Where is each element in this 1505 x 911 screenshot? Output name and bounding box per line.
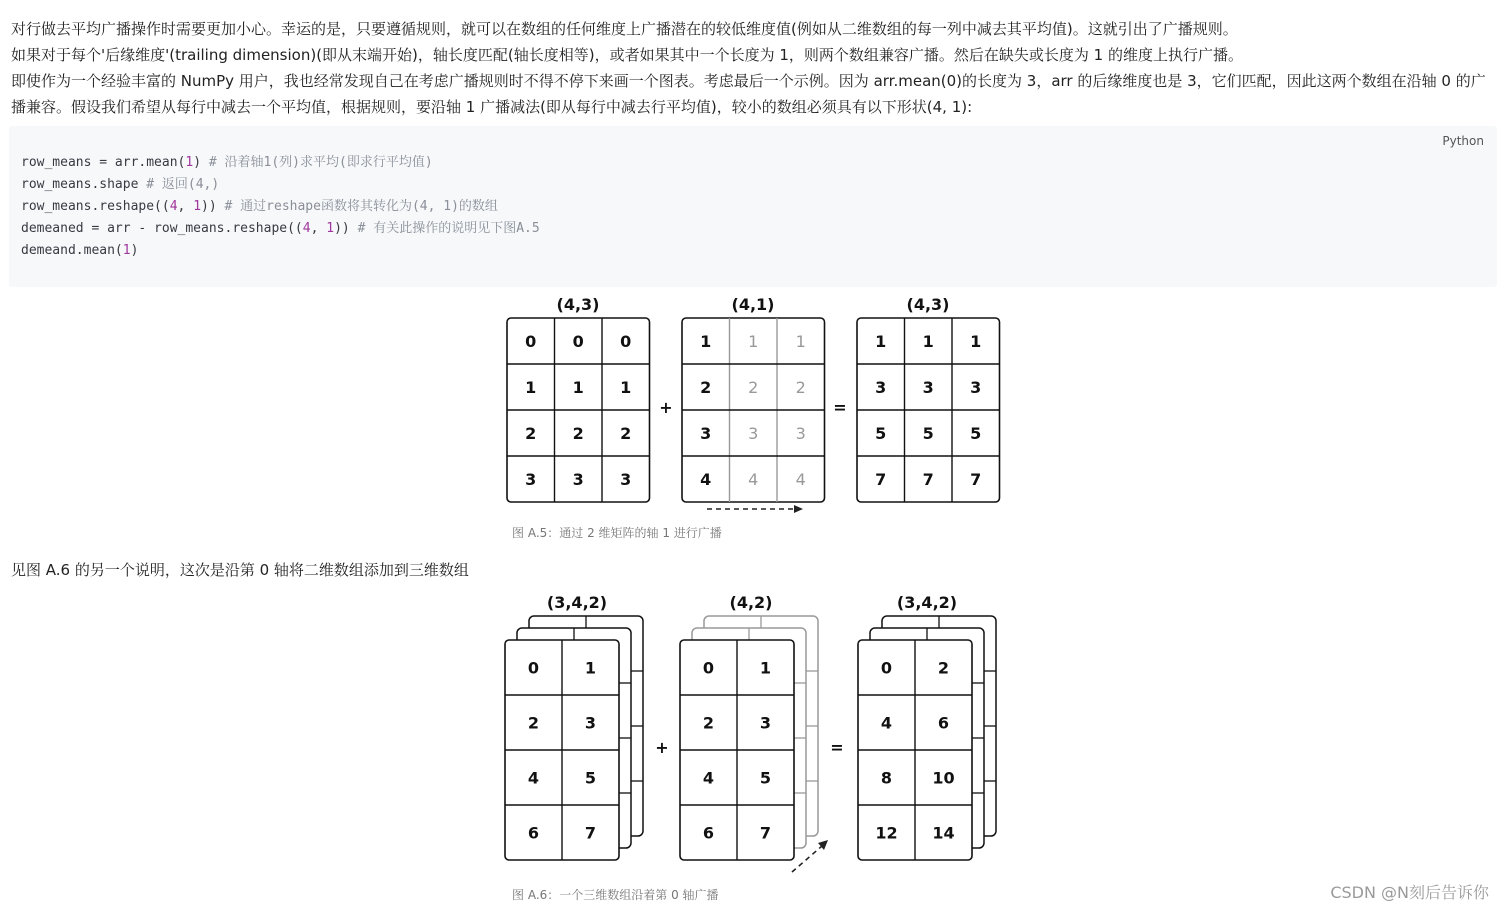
matrix-cell-value: 4 [748,470,759,489]
matrix-cell-value: 1 [572,378,584,397]
matrix-cell-value: 5 [970,424,982,443]
matrix-cell-value: 3 [922,378,934,397]
matrix-cell-value: 3 [620,470,632,489]
code-token: row_means.reshape(( [21,199,170,214]
code-language-label: Python [1442,134,1484,148]
code-number: 4 [169,199,178,214]
matrix-cell-value: 1 [584,658,597,678]
matrix-cell-value: 7 [584,823,597,843]
matrix-cell-value: 1 [700,332,712,351]
code-number: 1 [185,155,194,170]
code-token: ) [130,243,139,258]
matrix-cell-value: 3 [572,470,584,489]
matrix-cell-value: 4 [795,470,806,489]
a6-left-shape-label: (3,4,2) [546,593,608,612]
matrix-cell-value: 2 [525,424,537,443]
matrix-cell-value: 3 [875,378,887,397]
a5-equals-sign: = [833,398,847,417]
code-number: 4 [302,221,311,236]
a5-right-matrix [857,318,1000,502]
matrix-cell-value: 5 [759,768,772,788]
a5-left-matrix [507,318,650,502]
code-line [21,218,540,240]
a5-mid-matrix [682,318,825,502]
matrix-cell-value: 0 [527,658,540,678]
matrix-cell-value: 0 [880,658,893,678]
code-number: 1 [326,221,335,236]
paragraph-broadcast-intro: 对行做去平均广播操作时需要更加小心。幸运的是，只要遵循规则，就可以在数组的任何维度上广播潜在的较低维度值(例如从二维数组的每一列中减去其平均值)。这就引出了广播规则。 [11,20,1238,38]
matrix-cell-value: 1 [875,332,887,351]
matrix-cell-value: 0 [620,332,632,351]
matrix-cell-value: 14 [932,823,955,843]
matrix-cell-value: 2 [795,378,806,397]
figure-a5 [500,290,1010,519]
paragraph-broadcast-example: 即使作为一个经验丰富的 NumPy 用户，我也经常发现自己在考虑广播规则时不得不停下来画一个图表。考虑最后一个示例。因为 arr.mean(0)的长度为 3，arr 的后缘维度也是 3，它们匹配，因此这两个数组在沿轴 0 的广播兼容。假设我们希望从每行中减去一个平均值，根据规则，要沿轴 1 广播减法(即从每行中减去行平均值)，较小的数组必须具有以下形状(4, 1): [11,72,1486,116]
a5-right-shape-label: (4,3) [906,295,950,314]
figure-a6-diagram [500,588,1010,880]
matrix-cell-value: 6 [937,713,950,733]
a6-plus-sign: + [655,738,669,757]
matrix-cell-value: 3 [759,713,772,733]
a5-broadcast-arrow [707,505,803,513]
matrix-cell-value: 3 [584,713,597,733]
figure-a6-caption: 图 A.6：一个三维数组沿着第 0 轴广播 [512,888,719,902]
matrix-cell-value: 0 [525,332,537,351]
matrix-cell-value: 4 [527,768,540,788]
paragraph-broadcast-rule: 如果对于每个'后缘维度'(trailing dimension)(即从末端开始)，轴长度匹配(轴长度相等)，或者如果其中一个长度为 1，则两个数组兼容广播。然后在缺失或长度为 1 的维度上执行广播。 [11,46,1243,64]
matrix-cell-value: 6 [702,823,715,843]
code-token: )) [334,221,358,236]
matrix-cell-value: 1 [748,332,759,351]
matrix-cell-value: 2 [700,378,712,397]
matrix-cell-value: 4 [700,470,712,489]
a6-right-shape-label: (3,4,2) [896,593,958,612]
figure-a6 [500,588,1010,884]
matrix-cell-value: 1 [922,332,934,351]
code-number: 1 [122,243,131,258]
code-line [21,196,540,218]
code-token: demeaned = arr - row_means.reshape(( [21,221,303,236]
code-token: demeand.mean( [21,243,123,258]
code-comment: # 通过reshape函数将其转化为(4, 1)的数组 [224,199,498,214]
matrix-cell-value: 1 [620,378,632,397]
code-line [21,152,540,174]
matrix-cell-value: 12 [875,823,898,843]
a6-equals-sign: = [830,738,844,757]
matrix-cell-value: 7 [759,823,772,843]
code-token: )) [201,199,225,214]
a6-mid-stack [680,616,818,860]
matrix-cell-value: 0 [702,658,715,678]
matrix-cell-value: 7 [970,470,982,489]
matrix-cell-value: 5 [584,768,597,788]
code-line [21,174,540,196]
matrix-cell-value: 2 [572,424,584,443]
code-lines [21,152,540,262]
matrix-cell-value: 1 [759,658,772,678]
code-token: row_means = arr.mean( [21,155,186,170]
a5-left-shape-label: (4,3) [556,295,600,314]
matrix-cell-value: 4 [702,768,715,788]
matrix-cell-value: 1 [795,332,806,351]
matrix-cell-value: 0 [572,332,584,351]
matrix-cell-value: 4 [880,713,893,733]
matrix-cell-value: 1 [525,378,537,397]
code-block[interactable] [9,126,1497,287]
matrix-cell-value: 3 [525,470,537,489]
matrix-cell-value: 2 [937,658,950,678]
matrix-cell-value: 7 [875,470,887,489]
watermark: CSDN @N刻后告诉你 [1330,883,1489,902]
matrix-cell-value: 2 [702,713,715,733]
matrix-cell-value: 3 [795,424,806,443]
code-line [21,240,540,262]
a6-right-stack [858,616,996,860]
code-number: 1 [193,199,202,214]
a6-mid-shape-label: (4,2) [729,593,773,612]
paragraph-figure-a6-intro: 见图 A.6 的另一个说明，这次是沿第 0 轴将二维数组添加到三维数组 [11,561,469,579]
matrix-cell-value: 6 [527,823,540,843]
matrix-cell-value: 3 [748,424,759,443]
figure-a5-caption: 图 A.5：通过 2 维矩阵的轴 1 进行广播 [512,526,722,540]
matrix-cell-value: 2 [620,424,632,443]
code-comment: # 沿着轴1(列)求平均(即求行平均值) [208,155,433,170]
matrix-cell-value: 7 [922,470,934,489]
code-comment: # 返回(4,) [146,177,220,192]
code-token: , [310,221,327,236]
matrix-cell-value: 1 [970,332,982,351]
code-token: row_means.shape [21,177,147,192]
code-token: ) [193,155,209,170]
matrix-cell-value: 5 [922,424,934,443]
matrix-cell-value: 2 [527,713,540,733]
a5-mid-shape-label: (4,1) [731,295,775,314]
code-token: , [177,199,194,214]
matrix-cell-value: 8 [880,768,893,788]
matrix-cell-value: 3 [700,424,712,443]
figure-a5-diagram [500,290,1010,515]
code-comment: # 有关此操作的说明见下图A.5 [357,221,540,236]
matrix-cell-value: 5 [875,424,887,443]
matrix-cell-value: 10 [932,768,955,788]
a6-left-stack [505,616,643,860]
matrix-cell-value: 3 [970,378,982,397]
a5-plus-sign: + [659,398,673,417]
matrix-cell-value: 2 [748,378,759,397]
